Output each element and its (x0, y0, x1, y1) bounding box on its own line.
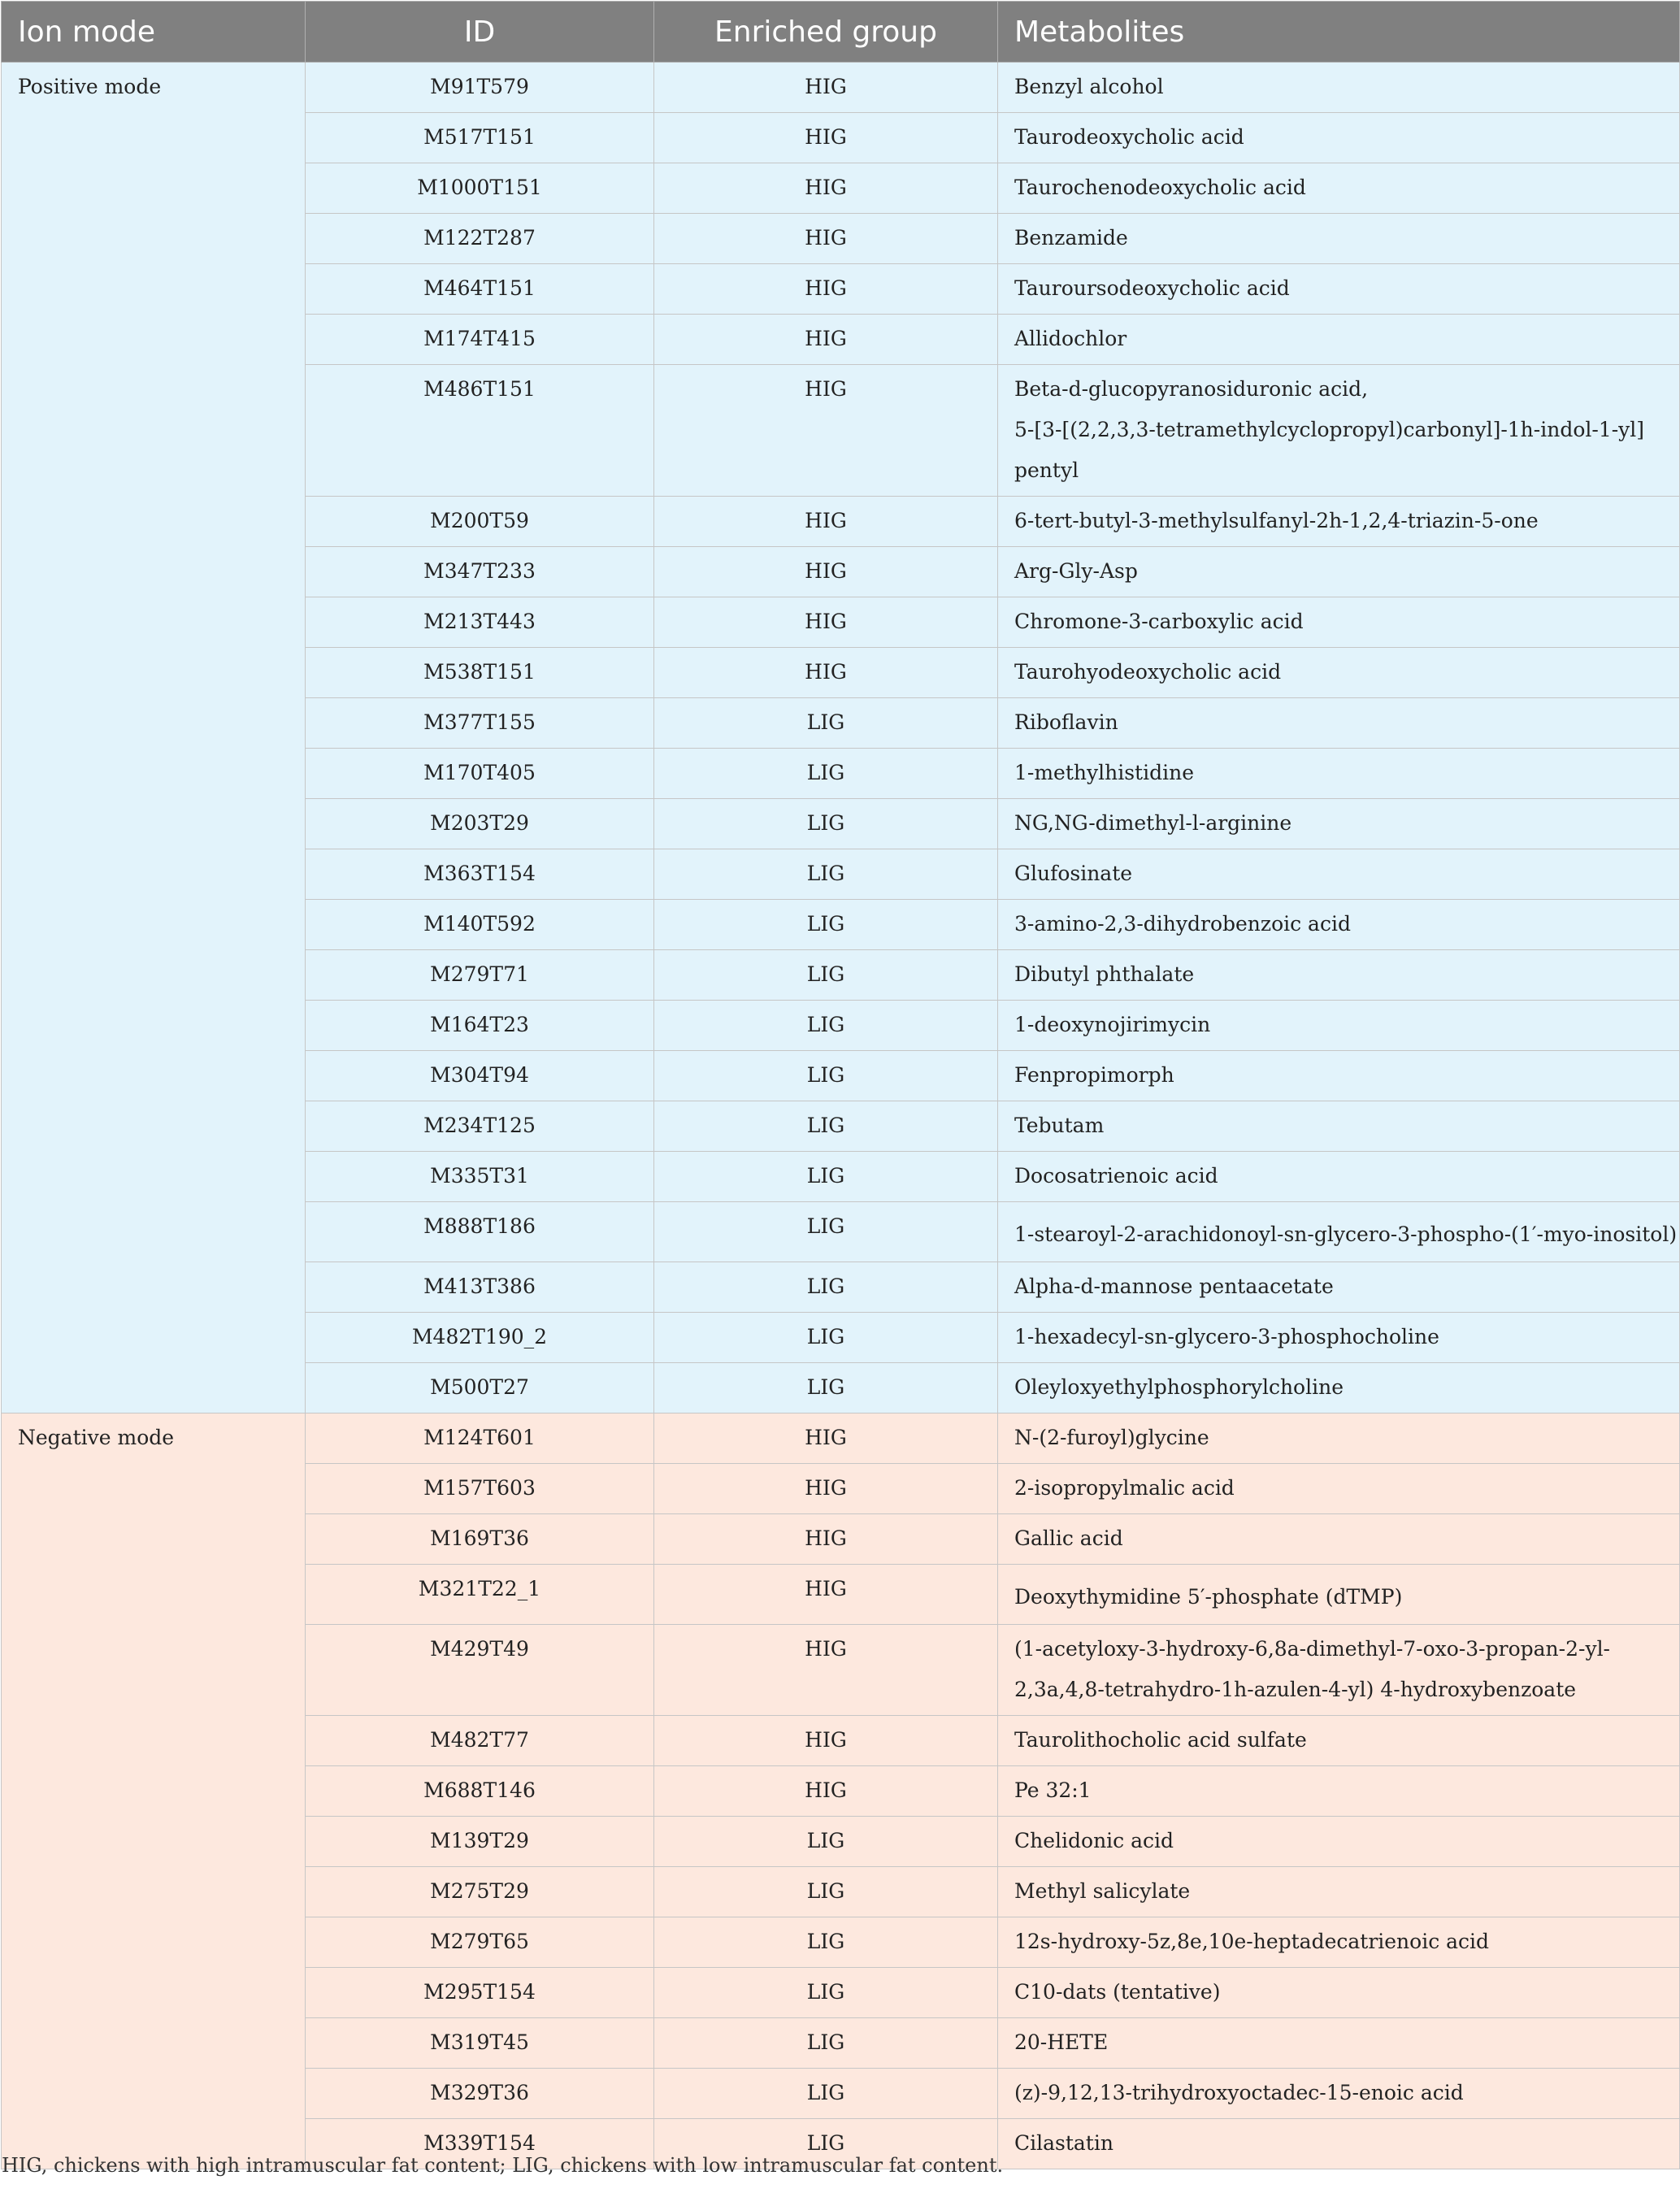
cell-metabolites (998, 749, 1680, 799)
cell-metabolites (998, 1202, 1680, 1262)
metabolite-line: Chelidonic acid (1014, 1829, 1174, 1852)
cell-id: M486T151 (306, 365, 654, 497)
cell-id: M139T29 (306, 1817, 654, 1867)
cell-metabolites (998, 1313, 1680, 1363)
cell-enriched-group: HIG (654, 1414, 998, 1464)
table-row (2, 63, 1680, 113)
negative-mode-label: Negative mode (2, 1414, 306, 2169)
metabolite-line: Oleyloxyethylphosphorylcholine (1014, 1375, 1344, 1399)
cell-enriched-group: HIG (654, 365, 998, 497)
metabolite-line: 1-deoxynojirimycin (1014, 1013, 1211, 1036)
cell-enriched-group: HIG (654, 497, 998, 547)
cell-enriched-group: LIG (654, 749, 998, 799)
cell-metabolites (998, 900, 1680, 950)
cell-id: M321T22_1 (306, 1565, 654, 1625)
cell-id: M413T386 (306, 1262, 654, 1313)
metabolite-line: Beta-d-glucopyranosiduronic acid, (1014, 377, 1369, 401)
cell-enriched-group: HIG (654, 1464, 998, 1514)
metabolite-line: Methyl salicylate (1014, 1879, 1191, 1903)
metabolites-table (1, 1, 1680, 2169)
metabolite-line: 1-stearoyl-2-arachidonoyl-sn-glycero-3-phospho-(1′-myo-inositol) (1014, 1222, 1678, 1246)
metabolite-line: Taurochenodeoxycholic acid (1014, 176, 1306, 199)
cell-enriched-group: HIG (654, 1514, 998, 1565)
cell-id: M304T94 (306, 1051, 654, 1101)
cell-metabolites (998, 497, 1680, 547)
metabolite-line: Allidochlor (1014, 327, 1127, 350)
cell-metabolites (998, 1101, 1680, 1152)
cell-metabolites (998, 264, 1680, 315)
cell-metabolites (998, 315, 1680, 365)
cell-metabolites (998, 597, 1680, 648)
cell-id: M347T233 (306, 547, 654, 597)
metabolite-line: Taurohyodeoxycholic acid (1014, 660, 1282, 684)
cell-enriched-group: HIG (654, 264, 998, 315)
metabolite-line: 2,3a,4,8-tetrahydro-1h-azulen-4-yl) 4-hydroxybenzoate (1014, 1678, 1577, 1701)
metabolite-line: Riboflavin (1014, 710, 1118, 734)
metabolite-line: (1-acetyloxy-3-hydroxy-6,8a-dimethyl-7-oxo-3-propan-2-yl- (1014, 1637, 1611, 1661)
cell-enriched-group: LIG (654, 1101, 998, 1152)
cell-metabolites (998, 1968, 1680, 2018)
cell-metabolites (998, 365, 1680, 497)
metabolite-line: Arg-Gly-Asp (1014, 559, 1138, 583)
cell-enriched-group: HIG (654, 214, 998, 264)
cell-enriched-group: LIG (654, 1968, 998, 2018)
cell-enriched-group: HIG (654, 1766, 998, 1817)
metabolite-line: Gallic acid (1014, 1526, 1123, 1550)
cell-id: M157T603 (306, 1464, 654, 1514)
cell-enriched-group: LIG (654, 698, 998, 749)
metabolite-line: 1-methylhistidine (1014, 761, 1194, 784)
cell-id: M339T154 (306, 2119, 654, 2169)
metabolite-line: Docosatrienoic acid (1014, 1164, 1218, 1188)
cell-enriched-group: HIG (654, 315, 998, 365)
table-footnote: HIG, chickens with high intramuscular fat content; LIG, chickens with low intramuscular fat content. (2, 2154, 1004, 2177)
metabolite-line: 12s-hydroxy-5z,8e,10e-heptadecatrienoic acid (1014, 1930, 1490, 1953)
cell-id: M124T601 (306, 1414, 654, 1464)
metabolite-line: Benzamide (1014, 226, 1128, 250)
header-ion-mode: Ion mode (2, 2, 306, 63)
cell-metabolites (998, 1414, 1680, 1464)
cell-metabolites (998, 1464, 1680, 1514)
cell-id: M170T405 (306, 749, 654, 799)
cell-enriched-group: HIG (654, 63, 998, 113)
cell-enriched-group: LIG (654, 1313, 998, 1363)
metabolite-line: 6-tert-butyl-3-methylsulfanyl-2h-1,2,4-triazin-5-one (1014, 509, 1539, 532)
cell-metabolites (998, 1514, 1680, 1565)
cell-id: M275T29 (306, 1867, 654, 1917)
cell-id: M91T579 (306, 63, 654, 113)
metabolite-line: (z)-9,12,13-trihydroxyoctadec-15-enoic acid (1014, 2081, 1464, 2104)
positive-mode-label: Positive mode (2, 63, 306, 1414)
cell-metabolites (998, 648, 1680, 698)
cell-id: M1000T151 (306, 163, 654, 214)
cell-enriched-group: HIG (654, 113, 998, 163)
cell-id: M203T29 (306, 799, 654, 849)
metabolite-line: Benzyl alcohol (1014, 75, 1164, 98)
cell-metabolites (998, 1363, 1680, 1414)
cell-enriched-group: LIG (654, 849, 998, 900)
header-metabolites: Metabolites (998, 2, 1680, 63)
cell-id: M169T36 (306, 1514, 654, 1565)
cell-enriched-group: LIG (654, 1001, 998, 1051)
cell-enriched-group: LIG (654, 1262, 998, 1313)
cell-metabolites (998, 849, 1680, 900)
cell-enriched-group: HIG (654, 547, 998, 597)
cell-enriched-group: HIG (654, 163, 998, 214)
metabolite-line: 1-hexadecyl-sn-glycero-3-phosphocholine (1014, 1325, 1439, 1348)
cell-enriched-group: LIG (654, 2069, 998, 2119)
metabolite-line: Cilastatin (1014, 2131, 1113, 2155)
metabolite-line: 2-isopropylmalic acid (1014, 1476, 1235, 1500)
cell-metabolites (998, 2018, 1680, 2069)
cell-enriched-group: HIG (654, 1716, 998, 1766)
cell-id: M363T154 (306, 849, 654, 900)
cell-enriched-group: LIG (654, 1817, 998, 1867)
cell-id: M377T155 (306, 698, 654, 749)
metabolite-line: Fenpropimorph (1014, 1063, 1174, 1087)
cell-enriched-group: LIG (654, 1202, 998, 1262)
cell-metabolites (998, 214, 1680, 264)
cell-id: M140T592 (306, 900, 654, 950)
cell-enriched-group: HIG (654, 597, 998, 648)
cell-enriched-group: LIG (654, 1867, 998, 1917)
cell-id: M500T27 (306, 1363, 654, 1414)
metabolite-line: pentyl (1014, 458, 1079, 482)
cell-id: M482T190_2 (306, 1313, 654, 1363)
cell-id: M464T151 (306, 264, 654, 315)
cell-metabolites (998, 1867, 1680, 1917)
cell-id: M319T45 (306, 2018, 654, 2069)
cell-metabolites (998, 1565, 1680, 1625)
table-body (2, 63, 1680, 2169)
cell-enriched-group: LIG (654, 900, 998, 950)
metabolite-line: Glufosinate (1014, 862, 1133, 885)
metabolite-line: 3-amino-2,3-dihydrobenzoic acid (1014, 912, 1351, 936)
cell-metabolites (998, 1917, 1680, 1968)
cell-metabolites (998, 799, 1680, 849)
cell-id: M517T151 (306, 113, 654, 163)
cell-id: M538T151 (306, 648, 654, 698)
cell-enriched-group: LIG (654, 1363, 998, 1414)
cell-id: M174T415 (306, 315, 654, 365)
cell-enriched-group: HIG (654, 1565, 998, 1625)
cell-id: M122T287 (306, 214, 654, 264)
cell-metabolites (998, 1625, 1680, 1716)
header-row (2, 2, 1680, 63)
header-enriched-group: Enriched group (654, 2, 998, 63)
cell-enriched-group: LIG (654, 2119, 998, 2169)
cell-metabolites (998, 1766, 1680, 1817)
cell-enriched-group: LIG (654, 1152, 998, 1202)
cell-id: M888T186 (306, 1202, 654, 1262)
metabolite-line: C10-dats (tentative) (1014, 1980, 1221, 2004)
cell-metabolites (998, 113, 1680, 163)
cell-metabolites (998, 2119, 1680, 2169)
cell-enriched-group: LIG (654, 1051, 998, 1101)
cell-metabolites (998, 950, 1680, 1001)
cell-id: M335T31 (306, 1152, 654, 1202)
cell-enriched-group: LIG (654, 799, 998, 849)
metabolite-line: Deoxythymidine 5′-phosphate (dTMP) (1014, 1585, 1403, 1609)
cell-metabolites (998, 698, 1680, 749)
cell-enriched-group: HIG (654, 648, 998, 698)
cell-metabolites (998, 1001, 1680, 1051)
cell-metabolites (998, 2069, 1680, 2119)
metabolite-line: Alpha-d-mannose pentaacetate (1014, 1275, 1334, 1298)
cell-id: M482T77 (306, 1716, 654, 1766)
cell-metabolites (998, 1817, 1680, 1867)
cell-metabolites (998, 1716, 1680, 1766)
cell-enriched-group: LIG (654, 2018, 998, 2069)
cell-metabolites (998, 1051, 1680, 1101)
metabolite-line: Tauroursodeoxycholic acid (1014, 276, 1290, 300)
header-id: ID (306, 2, 654, 63)
metabolite-line: N-(2-furoyl)glycine (1014, 1426, 1209, 1449)
cell-id: M200T59 (306, 497, 654, 547)
cell-enriched-group: LIG (654, 950, 998, 1001)
cell-id: M429T49 (306, 1625, 654, 1716)
metabolite-line: Dibutyl phthalate (1014, 962, 1195, 986)
cell-id: M295T154 (306, 1968, 654, 2018)
table-row (2, 1414, 1680, 1464)
cell-id: M279T71 (306, 950, 654, 1001)
cell-id: M329T36 (306, 2069, 654, 2119)
cell-metabolites (998, 547, 1680, 597)
metabolite-line: Pe 32:1 (1014, 1778, 1092, 1802)
cell-metabolites (998, 63, 1680, 113)
cell-id: M213T443 (306, 597, 654, 648)
cell-id: M688T146 (306, 1766, 654, 1817)
cell-id: M234T125 (306, 1101, 654, 1152)
metabolite-line: Chromone-3-carboxylic acid (1014, 610, 1304, 633)
metabolite-line: 20-HETE (1014, 2030, 1109, 2054)
cell-enriched-group: HIG (654, 1625, 998, 1716)
cell-metabolites (998, 1262, 1680, 1313)
cell-id: M279T65 (306, 1917, 654, 1968)
metabolite-line: Taurolithocholic acid sulfate (1014, 1728, 1307, 1752)
cell-metabolites (998, 163, 1680, 214)
metabolite-line: NG,NG-dimethyl-l-arginine (1014, 811, 1292, 835)
metabolite-line: 5-[3-[(2,2,3,3-tetramethylcyclopropyl)carbonyl]-1h-indol-1-yl] (1014, 418, 1645, 441)
metabolite-line: Tebutam (1014, 1114, 1105, 1137)
cell-id: M164T23 (306, 1001, 654, 1051)
cell-enriched-group: LIG (654, 1917, 998, 1968)
metabolite-line: Taurodeoxycholic acid (1014, 125, 1244, 149)
cell-metabolites (998, 1152, 1680, 1202)
